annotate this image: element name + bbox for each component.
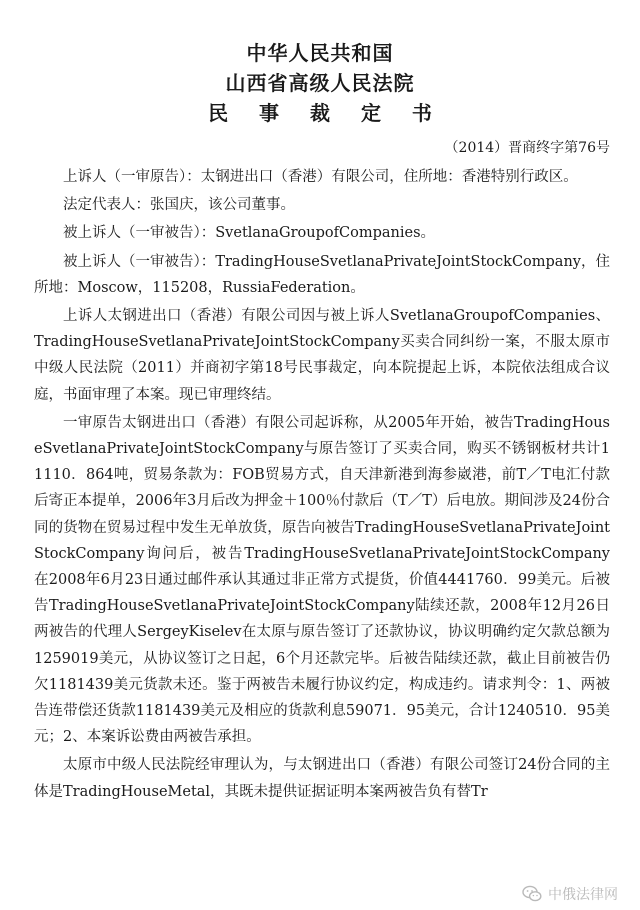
paragraph-appellee-2: 被上诉人（一审被告）：TradingHouseSvetlanaPrivateJointStockCompany，住所地：Moscow，115208，RussiaFederation。 bbox=[34, 253, 610, 296]
watermark-text: 中俄法律网 bbox=[548, 887, 618, 903]
document-body bbox=[0, 164, 640, 805]
wechat-icon bbox=[522, 885, 542, 903]
paragraph-legal-representative: 法定代表人：张国庆，该公司董事。 bbox=[63, 197, 295, 214]
case-number: （2014）晋商终字第76号 bbox=[444, 140, 610, 156]
country-title: 中华人民共和国 bbox=[246, 41, 394, 65]
paragraph-first-instance-reasoning: 太原市中级人民法院经审理认为，与太钢进出口（香港）有限公司签订24份合同的主体是TradingHouseMetal，其既未提供证据证明本案两被告负有替Tr bbox=[34, 757, 610, 800]
paragraph-plaintiff-claims: 一审原告太钢进出口（香港）有限公司起诉称，从2005年开始，被告TradingHouseSvetlanaPrivateJointStockCompany与原告签订了买卖合同，购买不锈钢板材共计11110．864吨，贸易条款为：FOB贸易方式，自天津新港到海参崴港，前T／T电汇付款后寄正本提单，2006年3月后改为押金＋100％付款后（T／T）后电放。期间涉及24份合同的货物在贸易过程中发生无单放货，原告向被告TradingHouseSvetlanaPrivateJointStockCompany询问后，被告TradingHouseSvetlanaPrivateJointStockCompany在2008年6月23日通过邮件承认其通过非正常方式提货，价值4441760．99美元。后被告TradingHouseSvetlanaPrivateJointStockCompany陆续还款，2008年12月26日两被告的代理人SergeyKiselev在太原与原告签订了还款协议，协议明确约定欠款总额为1259019美元，从协议签订之日起，6个月还款完毕。后被告陆续还款，截止目前被告仍欠1181439美元货款未还。鉴于两被告未履行协议约定，构成违约。请求判令：1、两被告连带偿还货款1181439美元及相应的货款利息59071．95美元，合计1240510．95美元；2、本案诉讼费由两被告承担。 bbox=[34, 414, 610, 746]
document-header bbox=[0, 0, 640, 128]
paragraph-appellant: 上诉人（一审原告）：太钢进出口（香港）有限公司，住所地：香港特别行政区。 bbox=[63, 169, 578, 185]
court-title: 山西省高级人民法院 bbox=[225, 71, 415, 95]
paragraph-case-summary: 上诉人太钢进出口（香港）有限公司因与被上诉人SvetlanaGroupofCompanies、TradingHouseSvetlanaPrivateJointStockCompany买卖合同纠纷一案，不服太原市中级人民法院（2011）并商初字第18号民事裁定，向本院提起上诉，本院依法组成合议庭，书面审理了本案。现已审理终结。 bbox=[34, 308, 610, 403]
watermark bbox=[522, 884, 618, 904]
paragraph-appellee-1: 被上诉人（一审被告）：SvetlanaGroupofCompanies。 bbox=[63, 225, 436, 242]
document-type-title: 民 事 裁 定 书 bbox=[208, 101, 444, 125]
